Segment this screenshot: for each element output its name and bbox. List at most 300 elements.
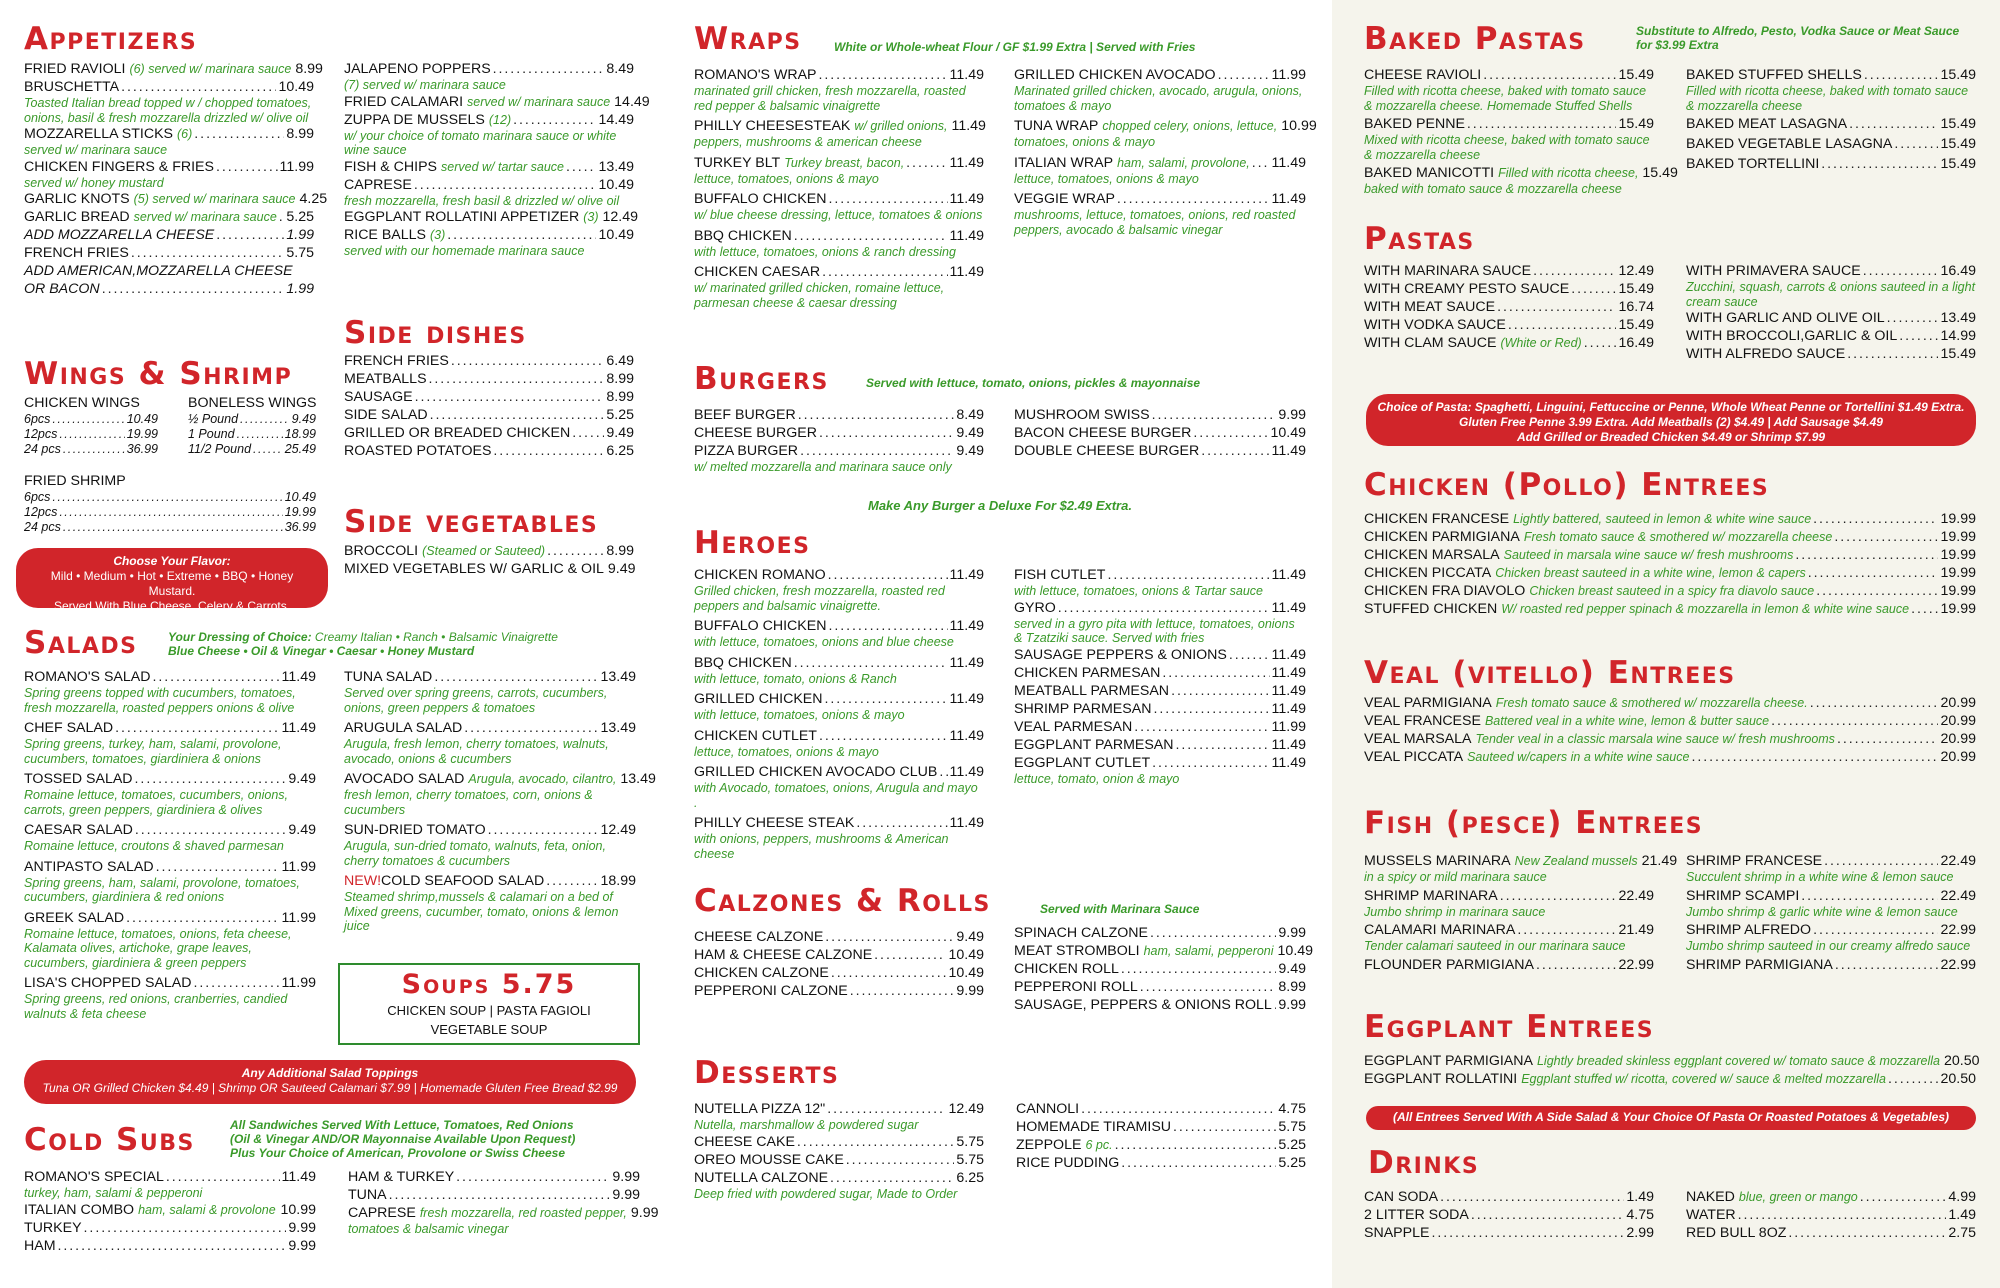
menu-item	[1364, 712, 1976, 730]
dot-leader	[1834, 528, 1938, 546]
menu-item-description: marinated grill chicken, fresh mozzarella, roasted red pepper & balsamic vinaigrette	[694, 84, 966, 113]
dot-leader	[828, 617, 947, 635]
menu-item-name: GRILLED CHICKEN	[694, 691, 823, 707]
menu-item	[24, 668, 316, 715]
menu-item	[1686, 1188, 1976, 1206]
menu-item-price: 9.49	[606, 425, 634, 441]
menu-item-name: VEGGIE WRAP	[1014, 191, 1115, 207]
menu-item-row	[1364, 66, 1654, 84]
dot-leader	[121, 78, 276, 96]
menu-item-row	[694, 814, 984, 832]
menu-item-name: SUN-DRIED TOMATO	[344, 822, 486, 838]
menu-item	[344, 208, 639, 226]
heroes-column-2	[1014, 566, 1306, 786]
menu-item-price: 4.75	[1626, 1207, 1654, 1223]
menu-item-row	[694, 66, 984, 84]
dot-leader	[1201, 442, 1269, 460]
dot-leader	[572, 424, 604, 442]
menu-item	[344, 668, 636, 715]
menu-item-inline-desc: Chicken breast sauteed in a white wine, lemon & capers	[1495, 566, 1806, 580]
menu-item	[694, 982, 984, 1000]
menu-item	[694, 227, 984, 260]
menu-item-description: Mixed with ricotta cheese, baked with tomato sauce & mozzarella cheese	[1364, 133, 1650, 162]
dot-leader	[1107, 566, 1269, 584]
menu-item	[1364, 316, 1654, 334]
menu-item-row	[694, 1169, 984, 1187]
menu-item	[344, 158, 634, 176]
dot-leader	[825, 928, 954, 946]
menu-item-price: 11.49	[1271, 154, 1306, 171]
chicken-entrees-heading: Chicken (Pollo) Entrees	[1364, 467, 1770, 503]
menu-item	[1014, 190, 1306, 237]
menu-item-price: 11.99	[281, 909, 316, 926]
menu-item	[694, 654, 984, 687]
menu-item	[344, 370, 634, 388]
menu-item-row	[1364, 600, 1976, 618]
menu-item-price: 11.49	[949, 727, 984, 744]
cold-subs-heading: Cold Subs	[24, 1122, 195, 1158]
menu-item	[344, 406, 634, 424]
menu-item-row	[24, 1168, 316, 1186]
menu-item-description: Succulent shrimp in a white wine & lemon sauce	[1686, 870, 1954, 884]
menu-item	[24, 60, 323, 78]
dot-leader	[1864, 66, 1939, 84]
menu-item	[24, 190, 328, 208]
menu-item-price: 9.99	[630, 1205, 659, 1221]
dot-leader	[1888, 1070, 1939, 1088]
menu-item-row	[1364, 510, 1976, 528]
menu-item-price: 9.99	[612, 1169, 640, 1185]
pastas-heading: Pastas	[1364, 221, 1475, 257]
menu-item	[1364, 694, 1976, 712]
menu-item-price: 8.99	[1278, 979, 1306, 995]
menu-item-name: GRILLED CHICKEN AVOCADO	[1014, 67, 1216, 83]
menu-item-row	[694, 690, 984, 708]
menu-item-price: 10.49	[1270, 425, 1306, 441]
new-badge: NEW!	[344, 873, 382, 889]
menu-item	[1364, 66, 1654, 113]
menu-item-price: 11.49	[1271, 682, 1306, 699]
dot-leader	[1808, 564, 1939, 582]
menu-item-price: 4.75	[1278, 1101, 1306, 1117]
menu-item-inline-desc: (Steamed or Sauteed)	[422, 544, 546, 558]
menu-item-row	[1364, 1070, 1976, 1088]
dot-leader	[1121, 1154, 1276, 1172]
burger-deluxe-note: Make Any Burger a Deluxe For $2.49 Extra.	[868, 498, 1132, 513]
menu-item-price: 19.99	[1940, 565, 1976, 581]
menu-item	[24, 208, 314, 226]
menu-item	[1014, 66, 1306, 113]
menu-item-row	[1364, 280, 1654, 298]
menu-item	[694, 424, 984, 442]
menu-item-price: 11.99	[279, 158, 314, 175]
menu-item-row	[1364, 564, 1976, 582]
menu-item-price: 6.49	[606, 353, 634, 369]
dot-leader	[493, 442, 604, 460]
menu-item	[1014, 736, 1306, 754]
menu-item	[1686, 115, 1976, 133]
menu-item-row	[1686, 309, 1976, 327]
wing-qty: 12pcs	[24, 505, 58, 519]
dot-leader	[135, 770, 287, 788]
menu-item-name: BROCCOLI	[344, 543, 419, 559]
wings-shrimp-heading: Wings & Shrimp	[24, 356, 293, 392]
wing-label: BONELESS WINGS	[188, 395, 317, 411]
menu-item-row	[1364, 921, 1654, 939]
menu-item-description: Spring greens topped with cucumbers, tomatoes, fresh mozzarella, roasted peppers onions & olive	[24, 686, 296, 715]
menu-item-name: ROMANO'S SPECIAL	[24, 1169, 164, 1185]
menu-item	[694, 763, 984, 810]
menu-item-description: Tender calamari sauteed in our marinara sauce	[1364, 939, 1626, 953]
menu-item-price: 14.49	[598, 111, 634, 128]
menu-item	[344, 176, 634, 209]
menu-item-row	[1686, 852, 1976, 870]
menu-item-price: 8.99	[606, 543, 634, 559]
menu-item-row	[1364, 262, 1654, 280]
menu-item-row	[694, 227, 984, 245]
menu-item-name: NUTELLA CALZONE	[694, 1169, 829, 1186]
menu-item	[348, 1168, 640, 1186]
soups-line-1: CHICKEN SOUP | PASTA FAGIOLI	[387, 1003, 591, 1018]
menu-item-name: FISH CUTLET	[1014, 567, 1106, 583]
menu-item-row	[1364, 298, 1654, 316]
dot-leader	[1150, 924, 1276, 942]
dot-leader	[493, 60, 605, 78]
menu-item	[1364, 528, 1976, 546]
appetizers-column-2	[344, 60, 650, 259]
menu-item-name: CHICKEN ROLL	[1014, 961, 1119, 977]
menu-item	[1364, 748, 1976, 766]
menu-item	[1686, 1224, 1976, 1242]
menu-item-name: OR BACON	[24, 281, 100, 297]
menu-item-description: Romaine lettuce, croutons & shaved parmesan	[24, 839, 284, 853]
menu-item-price: 11.99	[1271, 718, 1306, 735]
dressing-list-2: Blue Cheese • Oil & Vinegar • Caesar • Honey Mustard	[168, 644, 475, 658]
dot-leader	[797, 1133, 954, 1151]
menu-item	[1014, 682, 1306, 700]
eggplant-entrees-heading: Eggplant Entrees	[1364, 1009, 1655, 1045]
wing-qty-row	[188, 412, 316, 427]
menu-item-inline-desc: (12)	[488, 112, 512, 127]
menu-item	[694, 263, 984, 310]
menu-item	[348, 1186, 640, 1204]
menu-item-name: HAM & TURKEY	[348, 1169, 455, 1185]
menu-item-name: SAUSAGE	[344, 389, 413, 405]
menu-item	[1686, 887, 1976, 920]
dot-leader	[1788, 1224, 1946, 1242]
menu-item-price: 20.99	[1940, 731, 1976, 747]
menu-item-description: w/ melted mozzarella and marinara sauce only	[694, 460, 952, 474]
dot-leader	[819, 424, 954, 442]
menu-item-row	[344, 111, 634, 129]
menu-item-name: CAPRESE	[348, 1205, 416, 1221]
menu-item-name: WITH CREAMY PESTO SAUCE	[1364, 281, 1570, 297]
menu-item	[1014, 718, 1306, 736]
menu-item	[1014, 996, 1306, 1014]
menu-item	[1364, 1052, 1980, 1070]
menu-item-row	[1014, 154, 1306, 172]
menu-item-row	[1364, 712, 1976, 730]
menu-item	[24, 244, 314, 262]
dot-leader	[58, 1237, 287, 1255]
menu-item-row	[1014, 682, 1306, 700]
menu-item	[1014, 424, 1306, 442]
menu-item-price: 8.49	[606, 61, 634, 77]
menu-item-name: GREEK SALAD	[24, 909, 125, 926]
desserts-column-1	[694, 1100, 984, 1201]
dot-leader	[1274, 996, 1277, 1014]
menu-item	[24, 125, 314, 158]
dot-leader	[1467, 115, 1617, 133]
dot-leader	[1533, 262, 1616, 280]
dot-leader	[216, 226, 284, 244]
wraps-note: White or Whole-wheat Flour / GF $1.99 Extra | Served with Fries	[834, 40, 1196, 54]
menu-item-description: Grilled chicken, fresh mozzarella, roasted red peppers and balsamic vinaigrette.	[694, 584, 945, 613]
menu-item-row	[1686, 956, 1976, 974]
menu-item-name: ARUGULA SALAD	[344, 720, 463, 736]
menu-item-description: in a spicy or mild marinara sauce	[1364, 870, 1547, 884]
dot-leader	[447, 226, 596, 244]
cold-subs-note-2: (Oil & Vinegar AND/OR Mayonnaise Available Upon Request)	[230, 1132, 576, 1146]
wing-qty: 6pcs	[24, 490, 51, 504]
menu-item-price: 20.99	[1940, 713, 1976, 729]
menu-item	[694, 814, 984, 861]
menu-item-row	[1364, 1206, 1654, 1224]
menu-item	[24, 974, 316, 1021]
menu-item-row	[1014, 664, 1306, 682]
menu-item	[24, 719, 316, 766]
wing-label: FRIED SHRIMP	[24, 473, 126, 489]
menu-item-row	[694, 946, 984, 964]
menu-item	[1014, 664, 1306, 682]
wing-qty: 6pcs	[24, 412, 51, 426]
menu-item-description: Arugula, fresh lemon, cherry tomatoes, walnuts, avocado, onions & cucumbers	[344, 737, 609, 766]
menu-item-price: 20.50	[1943, 1053, 1980, 1069]
menu-item-name: CHEESE BURGER	[694, 425, 817, 441]
menu-item-row	[694, 442, 984, 460]
menu-item-name: BEEF BURGER	[694, 407, 796, 423]
menu-item-row	[694, 190, 984, 208]
menu-item	[694, 928, 984, 946]
dot-leader	[464, 719, 598, 737]
dot-leader	[1193, 424, 1268, 442]
menu-item-name: VEAL PICCATA	[1364, 749, 1464, 765]
menu-item-inline-desc: (6)	[177, 127, 193, 141]
menu-item-row	[1364, 1224, 1654, 1242]
dot-leader	[798, 406, 955, 424]
menu-item-name: SNAPPLE	[1364, 1225, 1430, 1241]
menu-item-price: 9.49	[956, 425, 984, 441]
menu-item-row	[1686, 921, 1976, 939]
menu-item-row	[694, 928, 984, 946]
menu-item-row	[1364, 730, 1976, 748]
menu-item-name: AVOCADO SALAD	[344, 771, 465, 787]
menu-item-row	[344, 821, 636, 839]
menu-item-row	[344, 719, 636, 737]
menu-item-row	[1364, 164, 1678, 182]
menu-item	[1686, 262, 1976, 309]
menu-item	[694, 1169, 984, 1202]
menu-item-row	[348, 1204, 659, 1222]
menu-item	[24, 770, 316, 817]
dot-leader	[1497, 298, 1616, 316]
menu-item-name: SHRIMP ALFREDO	[1686, 922, 1812, 938]
menu-item-row	[694, 1100, 984, 1118]
menu-item-inline-desc: (White or Red)	[1500, 336, 1582, 350]
cold-subs-note-3: Plus Your Choice of American, Provolone or Swiss Cheese	[230, 1146, 565, 1160]
menu-item-price: 9.99	[1278, 407, 1306, 423]
salads-column-2	[344, 668, 656, 934]
menu-item-row	[24, 668, 316, 686]
dot-leader	[434, 668, 598, 686]
menu-item-name: ITALIAN WRAP	[1014, 154, 1114, 171]
menu-item-row	[694, 1133, 984, 1151]
calzones-column-2	[1014, 924, 1314, 1014]
menu-item-price: 11.49	[949, 691, 984, 707]
dot-leader	[827, 1100, 946, 1118]
menu-item-inline-desc: Sauteed w/capers in a white wine sauce	[1467, 750, 1690, 764]
wing-qty: 24 pcs	[24, 520, 61, 534]
dot-leader	[1824, 852, 1938, 870]
menu-item-row	[1686, 66, 1976, 84]
menu-item-price: 11.49	[1271, 664, 1306, 681]
cold-subs-note	[230, 1118, 575, 1160]
dot-leader	[1810, 694, 1939, 712]
menu-item-price: 5.25	[606, 407, 634, 423]
menu-item	[1364, 564, 1976, 582]
menu-item-name: SAUSAGE, PEPPERS & ONIONS ROLL	[1014, 997, 1272, 1013]
menu-item-row	[1016, 1100, 1306, 1118]
menu-item-row	[1016, 1118, 1306, 1136]
salads-heading: Salads	[24, 625, 138, 661]
menu-item-row	[1686, 887, 1976, 905]
menu-item-row	[1016, 1136, 1306, 1154]
menu-item-price: 2.99	[1626, 1225, 1654, 1241]
menu-item-name: EGGPLANT CUTLET	[1014, 754, 1151, 771]
dot-leader	[1536, 956, 1616, 974]
menu-item	[1014, 117, 1317, 150]
menu-item-name: WATER	[1686, 1207, 1736, 1223]
menu-item-price: 9.99	[1278, 997, 1306, 1013]
menu-item-inline-desc: Battered veal in a white wine, lemon & butter sauce	[1484, 714, 1770, 728]
menu-item-price: 11.49	[1271, 443, 1306, 459]
menu-item-price: 11.49	[949, 264, 984, 280]
menu-item	[1014, 924, 1306, 942]
heroes-column-1	[694, 566, 984, 861]
menu-item	[1016, 1136, 1306, 1154]
menu-item-row	[694, 424, 984, 442]
menu-item-inline-desc: ham, salami & provolone	[138, 1202, 276, 1217]
menu-item-name: MUSHROOM SWISS	[1014, 407, 1150, 423]
wing-qty: 11/2 Pound	[188, 442, 252, 456]
menu-item-name: MEAT STROMBOLI	[1014, 943, 1140, 959]
menu-item-price: 10.49	[948, 947, 984, 963]
menu-item-row	[344, 560, 634, 578]
menu-item-row	[344, 770, 656, 788]
dot-leader	[1117, 190, 1270, 208]
menu-item	[1686, 155, 1976, 173]
menu-item	[344, 93, 650, 111]
menu-item-name: RED BULL 8OZ	[1686, 1225, 1787, 1241]
menu-item	[1016, 1100, 1306, 1118]
menu-item-name: GARLIC KNOTS	[24, 191, 130, 207]
menu-item-price: 11.49	[949, 67, 984, 83]
menu-item-name: BAKED STUFFED SHELLS	[1686, 67, 1862, 83]
menu-item-name: OREO MOUSSE CAKE	[694, 1151, 844, 1168]
calzones-heading: Calzones & Rolls	[694, 883, 991, 919]
wing-qty-row	[24, 490, 316, 505]
menu-item-row	[694, 982, 984, 1000]
menu-item-name: CHICKEN CAESAR	[694, 264, 821, 280]
menu-item	[1686, 1206, 1976, 1224]
menu-item-row	[24, 208, 314, 226]
menu-item-row	[694, 1151, 984, 1169]
dot-leader	[1771, 712, 1938, 730]
menu-item-name: CHEESE RAVIOLI	[1364, 67, 1482, 83]
menu-item-inline-desc: served w/ marinara sauce	[467, 94, 611, 109]
menu-item-row	[1014, 978, 1306, 996]
menu-item-row	[1364, 528, 1976, 546]
dot-leader	[156, 858, 280, 876]
menu-item-price: 12.49	[602, 209, 639, 225]
salads-column-1	[24, 668, 316, 1021]
menu-item-row	[1014, 924, 1306, 942]
menu-item-name: PEPPERONI ROLL	[1014, 979, 1138, 995]
menu-item-name: GRILLED CHICKEN AVOCADO CLUB	[694, 764, 938, 780]
fish-column-2	[1686, 852, 1976, 974]
menu-item-price: 13.49	[600, 720, 636, 736]
menu-item	[694, 566, 984, 613]
dot-leader	[794, 654, 948, 672]
menu-item	[344, 60, 634, 93]
drinks-column-1	[1364, 1188, 1654, 1242]
menu-item	[344, 872, 636, 934]
menu-item-price: 11.49	[949, 654, 984, 671]
menu-item-price: 4.99	[1948, 1189, 1976, 1205]
menu-item-row	[24, 262, 314, 280]
menu-item-name: EGGPLANT PARMESAN	[1014, 736, 1174, 753]
menu-item-name: VEAL FRANCESE	[1364, 713, 1481, 729]
wing-price: 19.99	[284, 505, 316, 519]
menu-item-price: 6.25	[606, 443, 634, 459]
menu-item-name: MOZZARELLA STICKS	[24, 126, 174, 142]
calzones-note: Served with Marinara Sauce	[1040, 902, 1200, 916]
menu-item-description: Jumbo shrimp & garlic white wine & lemon sauce	[1686, 904, 1958, 919]
dot-leader	[1058, 599, 1270, 617]
menu-item	[1014, 700, 1306, 718]
menu-item-price: 10.49	[598, 227, 634, 243]
dot-leader	[1252, 154, 1270, 172]
dot-leader	[1835, 956, 1939, 974]
menu-item-price: 9.99	[612, 1187, 640, 1203]
desserts-heading: Desserts	[694, 1055, 840, 1091]
wing-qty: ½ Pound	[188, 412, 239, 426]
dot-leader	[59, 427, 124, 442]
menu-item	[1364, 115, 1654, 162]
menu-item-price: 9.99	[956, 983, 984, 999]
menu-item-row	[344, 208, 639, 226]
menu-item-price: 13.49	[600, 669, 636, 685]
menu-item-price: 18.99	[600, 873, 636, 889]
menu-item-name: VEAL MARSALA	[1364, 731, 1472, 747]
menu-item-price: 21.49	[1618, 922, 1654, 938]
menu-item	[694, 190, 984, 223]
menu-item-row	[344, 406, 634, 424]
menu-item-row	[1364, 316, 1654, 334]
menu-item-row	[1014, 736, 1306, 754]
dot-leader	[1816, 582, 1938, 600]
menu-item-inline-desc: Sauteed in marsala wine sauce w/ fresh mushrooms	[1503, 548, 1794, 562]
